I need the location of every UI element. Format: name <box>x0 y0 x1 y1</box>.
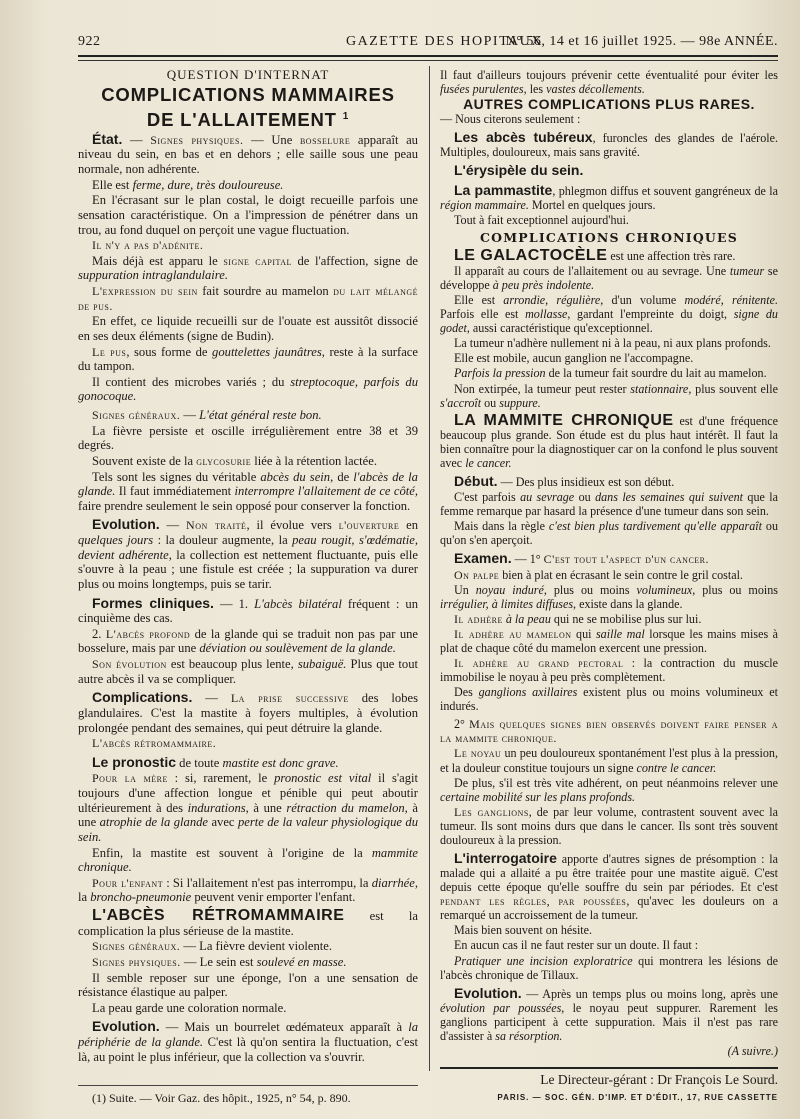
paragraph: L'ABCÈS RÉTROMAMMAIRE est la complication la plus sérieuse de la mastite. <box>78 907 418 938</box>
paragraph: Un noyau induré, plus ou moins volumineux, plus ou moins irrégulier, à limites diffuses, existe dans la glande. <box>440 582 778 611</box>
paragraph: En aucun cas il ne faut rester sur un doute. Il faut : <box>454 938 699 953</box>
paragraph: Le noyau un peu douloureux spontanément l'est plus à la pression, et la douleur constitue toujours un signe contre le cancer. <box>440 746 778 775</box>
article-title: COMPLICATIONS MAMMAIRES DE L'ALLAITEMENT $^1$ <box>101 83 395 130</box>
paragraph: Il apparaît au cours de l'allaitement ou au sevrage. Une tumeur se développe à peu près indolente. <box>440 263 778 293</box>
footnote: (1) Suite. — Voir Gaz. des hôpit., 1925, n° 54, p. 890. <box>92 1091 351 1105</box>
paragraph: Il adhère à la peau qui ne se mobilise plus sur lui. <box>454 611 702 626</box>
paragraph: 2. L'abcès profond de la glande qui se traduit non pas par une bosselure, mais par une déviation ou soulèvement de la glande. <box>78 626 419 656</box>
column-separator <box>429 66 430 1071</box>
paragraph: Mais bien souvent on hésite. <box>454 923 593 938</box>
paragraph: Il faut d'ailleurs toujours prévenir cette éventualité pour éviter les fusées purulentes, les vastes décollements. <box>440 68 778 97</box>
paragraph: L'érysipèle du sein. <box>454 162 584 179</box>
footnote-rule <box>78 1085 418 1086</box>
paragraph: De plus, s'il est très vite adhérent, on peut néanmoins relever une certaine mobilité sur les plans profonds. <box>440 775 778 804</box>
left-column <box>78 68 418 1065</box>
paragraph: Le pus, sous forme de gouttelettes jaunâtres, reste à la surface du tampon. <box>78 344 418 374</box>
paragraph: LA MAMMITE CHRONIQUE est d'une fréquence beaucoup plus grande. Son étude est du plus haut intérêt. Il faut la bien connaître pour la diagnostiquer car on la confond le plus souvent avec le cancer. <box>440 411 778 470</box>
paragraph: Il adhère au grand pectoral : la contraction du muscle immobilise le noyau à peu près complètement. <box>440 655 779 685</box>
paragraph: L'interrogatoire apporte d'autres signes de présomption : la malade qui a allaité a pu être traitée pour une mastite aiguë. C'est depuis cette époque qu'elle souffre du sein par périodes. Et c'est pendant les règles, par poussées, qu'avec les douleurs on a remarqué un accroissement de la tumeur. <box>440 849 778 923</box>
paragraph: Evolution. — Après un temps plus ou moins long, après une évolution par poussées, le noyau peut suppurer. Rarement les ganglions participent à cette suppuration. Mais il n'est pas rare d'assister à sa résorption. <box>440 984 778 1043</box>
paragraph: Les abcès tubéreux, furoncles des glandes de l'aérole. Multiples, douloureux, mais sans gravité. <box>440 129 779 160</box>
journal-title: GAZETTE DES HOPITAUX <box>346 34 543 49</box>
paragraph: Examen. — 1° C'est tout l'aspect d'un cancer. <box>454 550 710 567</box>
paragraph: Les ganglions, de par leur volume, contrastent souvent avec la tumeur. Ils sont moins durs que dans le cancer. Ils sont très souvent douloureux à la pression. <box>440 804 778 847</box>
paragraph: Mais déjà est apparu le signe capital de l'affection, signe de suppuration intraglandulaire. <box>78 253 418 283</box>
signature-rule <box>440 1067 778 1069</box>
paragraph: Il semble reposer sur une éponge, l'on a une sensation de résistance élastique au palper. <box>78 970 418 1000</box>
section-label: QUESTION D'INTERNAT <box>166 67 330 82</box>
paragraph: C'est parfois au sevrage ou dans les semaines qui suivent que la femme remarque par hasard la présence d'une tumeur dans son sein. <box>440 490 779 519</box>
paragraph: En l'écrasant sur le plan costal, le doigt recueille parfois une sensation caractéristique. On a l'impression de pénétrer dans un trou, au fond duquel on perçoit une vague fluctuation. <box>78 193 418 237</box>
paragraph: Non extirpée, la tumeur peut rester stationnaire, plus souvent elle s'accroît ou suppure. <box>440 381 778 410</box>
paragraph: Formes cliniques. — 1. L'abcès bilatéral fréquent : un cinquième des cas. <box>78 594 418 626</box>
paragraph: Il contient des microbes variés ; du streptocoque, parfois du gonocoque. <box>78 374 418 404</box>
header-rule <box>78 55 778 57</box>
paragraph: La pammastite, phlegmon diffus et souvent gangréneux de la région mammaire. Mortel en quelques jours. <box>440 181 778 212</box>
title-footnote-mark: 1 <box>342 110 350 122</box>
paragraph: 2° Mais quelques signes bien observés doivent faire penser a la mammite chronique. <box>440 717 778 746</box>
paragraph: Signes généraux. — La fièvre devient violente. <box>92 939 332 954</box>
right-column <box>440 68 778 1059</box>
section-heading: AUTRES COMPLICATIONS PLUS RARES. <box>463 96 755 113</box>
paragraph: Elle est ferme, dure, très douloureuse. <box>92 177 284 192</box>
paragraph: Pour la mère : si, rarement, le pronostic est vital il s'agit toujours d'une affection longue et pénible qui peut aboutir ultérieurement à des indurations, à une rétraction du mamelon, à une atrophie de la glande avec perte de la valeur physiologique du sein. <box>78 771 419 844</box>
to-be-continued: (A suivre.) <box>727 1044 778 1058</box>
paragraph: Complications. — La prise successive des lobes glandulaires. C'est la mastite à foyers multiples, à évolution prolongée pendant des semaines, qui peut détruire la glande. <box>78 689 419 735</box>
paragraph: Son évolution est beaucoup plus lente, subaiguë. Plus que tout autre abcès il va se compliquer. <box>78 657 419 686</box>
issue-info: N° 56, 14 et 16 juillet 1925. — 98e ANNÉE. <box>505 34 778 49</box>
paragraph: La tumeur n'adhère nullement ni à la peau, ni aux plans profonds. <box>454 336 771 351</box>
paragraph: Parfois la pression de la tumeur fait sourdre du lait au mamelon. <box>454 366 767 381</box>
page-header <box>78 28 778 54</box>
paragraph: On palpe bien à plat en écrasant le sein contre le gril costal. <box>454 567 743 582</box>
paragraph: Tels sont les signes du véritable abcès du sein, de l'abcès de la glande. Il faut immédiatement interrompre l'allaitement de ce côté, faire prendre seulement le sein opposé pour conserver la fonction. <box>78 469 418 513</box>
paragraph: L'expression du sein fait sourdre au mamelon du lait mélangé de pus. <box>78 284 419 313</box>
paragraph: Le pronostic de toute mastite est donc grave. <box>92 753 339 770</box>
paragraph: Signes généraux. — L'état général reste bon. <box>92 408 322 423</box>
printer-imprint: PARIS. — SOC. GÉN. D'IMP. ET D'ÉDIT., 17, RUE CASSETTE <box>497 1093 778 1102</box>
paragraph: Elle est mobile, aucun ganglion ne l'accompagne. <box>454 351 694 366</box>
paragraph: Pratiquer une incision exploratrice qui montrera les lésions de l'abcès chronique de Tillaux. <box>440 953 778 982</box>
paragraph: Enfin, la mastite est souvent à l'origine de la mammite chronique. <box>78 845 418 875</box>
paragraph: Pour l'enfant : Si l'allaitement n'est pas interrompu, la diarrhée, la broncho-pneumonie peuvent venir emporter l'enfant. <box>78 875 418 905</box>
paragraph: Tout à fait exceptionnel aujourd'hui. <box>454 212 629 227</box>
header-rule-thin <box>78 60 778 61</box>
paragraph: Elle est arrondie, régulière, d'un volume modéré, rénitente. Parfois elle est mollasse, gardant l'empreinte du doigt, signe du godet, aussi caractéristique qu'exceptionnel. <box>440 293 778 336</box>
paragraph: En effet, ce liquide recueilli sur de l'ouate est aussitôt dissocié en ses deux éléments (signe de Budin). <box>78 314 418 343</box>
paragraph: Evolution. — Mais un bourrelet œdémateux apparaît à la périphérie de la glande. C'est là qu'on sentira la fluctuation, c'est là, au point le plus inférieur, que la collection va s'ouvrir. <box>78 1018 418 1064</box>
paragraph: Evolution. — Non traité, il évolue vers l'ouverture en quelques jours : la douleur augmente, la peau rougit, s'œdématie, devient adhérente, la collection est nettement fluctuante, puis elle s'ouvre à la peau ; une fistule est créée ; la suppuration va durer plus ou moins longtemps, puis se tarir. <box>78 516 419 591</box>
paragraph: Des ganglions axillaires existent plus ou moins volumineux et indurés. <box>440 685 778 714</box>
paragraph: Signes physiques. — Le sein est soulevé en masse. <box>92 954 347 969</box>
director-signature: Le Directeur-gérant : Dr François Le Sourd. <box>540 1072 778 1087</box>
paragraph: Il n'y a pas d'adénite. <box>92 238 204 253</box>
paragraph: L'abcès rétromammaire. <box>92 736 217 751</box>
paragraph: État. — Signes physiques. — Une bosselure apparaît au niveau du sein, en bas et en dehors ; elle saille sous une peau normale, non adhérente. <box>78 130 418 177</box>
paragraph: Souvent existe de la glycosurie liée à la rétention lactée. <box>92 453 377 468</box>
paragraph: Mais dans la règle c'est bien plus tardivement qu'elle apparaît ou qu'on s'en aperçoit. <box>440 519 778 548</box>
paragraph: Il adhère au mamelon qui saille mal lorsque les mains mises à plat de chaque côté du mamelon exercent une pression. <box>440 626 778 655</box>
section-heading: COMPLICATIONS CHRONIQUES <box>480 229 738 245</box>
paragraph: — Nous citerons seulement : <box>440 112 581 127</box>
paragraph: LE GALACTOCÈLE est une affection très rare. <box>454 246 736 264</box>
paragraph: La peau garde une coloration normale. <box>92 1000 287 1015</box>
paragraph: Début. — Des plus insidieux est son début. <box>454 473 675 490</box>
paragraph: La fièvre persiste et oscille irrégulièrement entre 38 et 39 degrés. <box>78 423 418 453</box>
page-number: 922 <box>78 34 101 49</box>
